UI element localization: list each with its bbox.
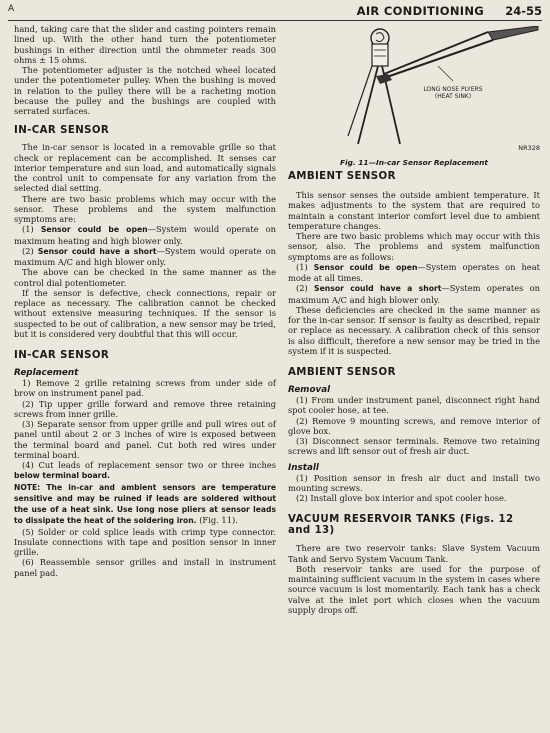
section-title: AIR CONDITIONING bbox=[356, 4, 484, 18]
in-car-paragraph-5: The above can be checked in the same manner as the control dial potentiometer. bbox=[14, 267, 276, 288]
ambient-symptom-short: (2) Sensor could have a short—System operates on maximum A/C and high blower only. bbox=[288, 283, 540, 305]
caution-note: NOTE: The in-car and ambient sensors are temperature sensitive and may be ruined if leads are soldered without the use of a heat sink. Use long nose pliers at sensor leads to dissipate the heat of the soldering iron. (Fig. 11). bbox=[14, 482, 276, 526]
in-car-paragraph-1: The in-car sensor is located in a removable grille so that check or replacement can be accomplished. It senses car interior temperature and sun load, and automatically signals the control unit to compensate for any variation from the selected dial setting. bbox=[14, 142, 276, 194]
subheading-install: Install bbox=[288, 462, 319, 473]
heading-in-car-sensor-2: IN-CAR SENSOR bbox=[14, 350, 110, 361]
replacement-step-4: (4) Cut leads of replacement sensor two or three inches below terminal board. bbox=[14, 460, 276, 481]
intro-paragraph-2: The potentiometer adjuster is the notched wheel located under the potentiometer pulley. When the bushing is moved in relation to the pulley there will be a racheting motion because the pulley and the bushings are coupled with serrated surfaces. bbox=[14, 65, 276, 116]
intro-paragraph-1: hand, taking care that the slider and casting pointers remain lined up. With the other hand turn the potentiometer bushings in either direction until the ohmmeter reads 300 ohms ± 15 ohms. bbox=[14, 24, 276, 65]
figure-caption: Fig. 11—In-car Sensor Replacement bbox=[340, 158, 488, 167]
replacement-step-5: (5) Solder or cold splice leads with crimp type connector. Insulate connections with tape and position sensor in inner grille. bbox=[14, 526, 276, 557]
heading-vacuum-reservoir-tanks: VACUUM RESERVOIR TANKS (Figs. 12 and 13) bbox=[288, 514, 514, 537]
replacement-step-2: (2) Tip upper grille forward and remove three retaining screws from inner grille. bbox=[14, 398, 276, 419]
in-car-paragraph-2: There are two basic problems which may occur with the sensor. These problems and the system malfunction symptoms are: bbox=[14, 193, 276, 224]
heading-ambient-sensor: AMBIENT SENSOR bbox=[288, 171, 396, 182]
figure-11 bbox=[288, 26, 540, 156]
replacement-step-3: (3) Separate sensor from upper grille and pull wires out of panel until about 2 or 3 inches of wire is exposed between the terminal board and panel. Cut both red wires under terminal board. bbox=[14, 419, 276, 460]
removal-step-1: (1) From under instrument panel, disconnect right hand spot cooler hose, at tee. bbox=[288, 395, 540, 416]
install-step-2: (2) Install glove box interior and spot cooler hose. bbox=[296, 493, 507, 503]
ambient-paragraph-5: These deficiencies are checked in the same manner as for the in-car sensor. If sensor is faulty as described, repair or replace as necessary. A calibration check of this sensor is also difficult, therefore a new sensor may be tried in the system if it is suspected. bbox=[288, 304, 540, 356]
ambient-paragraph-2: There are two basic problems which may occur with this sensor, also. The problems and system malfunction symptoms are as follows: bbox=[288, 231, 540, 262]
figure-callout: LONG NOSE PLYERS (HEAT SINK) bbox=[423, 86, 483, 100]
vacuum-paragraph-1: There are two reservoir tanks: Slave System Vacuum Tank and Servo System Vacuum Tank. bbox=[288, 543, 540, 564]
in-car-symptom-open: (1) Sensor could be open—System would operate on maximum heating and high blower only. bbox=[14, 224, 277, 246]
right-column bbox=[288, 26, 540, 615]
header-mark: A bbox=[8, 4, 15, 14]
install-step-1: (1) Position sensor in fresh air duct and install two mounting screws. bbox=[288, 472, 540, 493]
figure-id: NR328 bbox=[518, 144, 540, 152]
ambient-symptom-open: (1) Sensor could be open—System operates on heat mode at all times. bbox=[288, 261, 540, 283]
page-number: 24-55 bbox=[505, 4, 542, 18]
in-car-symptom-short: (2) Sensor could have a short—System would operate on maximum A/C and high blower only. bbox=[14, 245, 276, 267]
subheading-removal: Removal bbox=[288, 385, 331, 395]
page-header bbox=[8, 4, 542, 21]
replacement-step-1: 1) Remove 2 grille retaining screws from under side of brow on instrument panel pad. bbox=[14, 378, 276, 399]
replacement-step-6: (6) Reassemble sensor grilles and install in instrument panel pad. bbox=[14, 557, 276, 578]
removal-step-3: (3) Disconnect sensor terminals. Remove two retaining screws and lift sensor out of fresh air duct. bbox=[288, 436, 540, 457]
vacuum-paragraph-2: Both reservoir tanks are used for the purpose of maintaining sufficient vacuum in the system in cases where source vacuum is lost momentarily. Each tank has a check valve at the inlet port which closes when the vacuum supply drops off. bbox=[288, 563, 540, 615]
heading-in-car-sensor: IN-CAR SENSOR bbox=[14, 125, 110, 137]
in-car-paragraph-6: If the sensor is defective, check connections, repair or replace as necessary. The calibration cannot be checked without extensive measuring techniques. If the sensor is suspected to be out of calibration, a new sensor may be tried, but it is considered very doubtful that this will occur. bbox=[14, 287, 276, 339]
ambient-paragraph-1: This sensor senses the outside ambient temperature. It makes adjustments to the system that are required to maintain a constant interior comfort level due to ambient temperature changes. bbox=[288, 190, 540, 231]
removal-step-2: (2) Remove 9 mounting screws, and remove interior of glove box. bbox=[288, 415, 540, 436]
heading-ambient-sensor-2: AMBIENT SENSOR bbox=[288, 367, 396, 378]
subheading-replacement: Replacement bbox=[14, 368, 79, 378]
pliers-illustration bbox=[288, 26, 540, 156]
left-column bbox=[14, 24, 276, 578]
